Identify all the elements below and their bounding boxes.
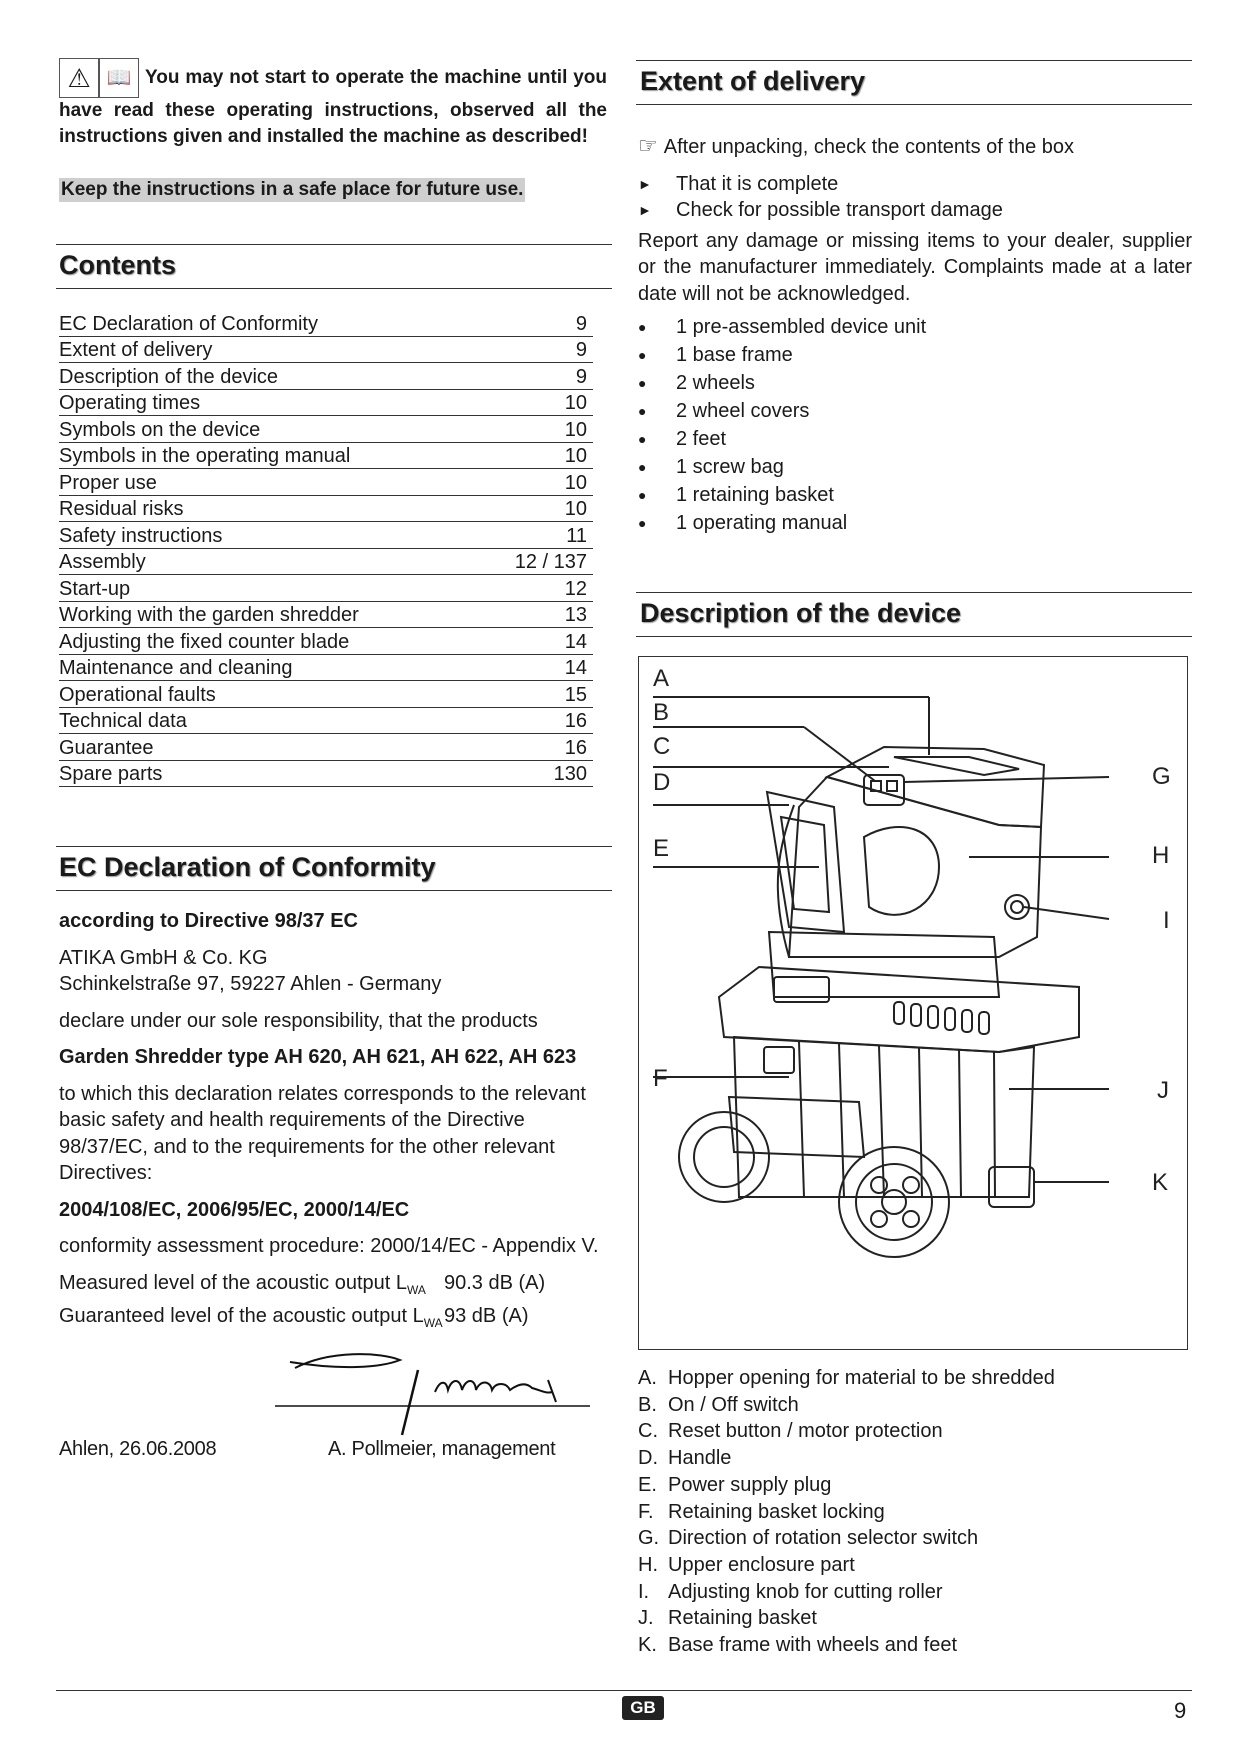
delivery-item-text: 2 feet	[676, 427, 727, 450]
ec-directive: according to Directive 98/37 EC	[59, 910, 359, 932]
toc-page: 12	[564, 577, 587, 600]
delivery-item	[638, 481, 1192, 509]
legend-row	[638, 1499, 1192, 1526]
device-bottom-rule	[636, 636, 1192, 637]
legend-key: A.	[638, 1367, 657, 1389]
fig-letter-d: D	[653, 769, 671, 796]
toc-row	[59, 337, 593, 364]
delivery-note: After unpacking, check the contents of the box	[663, 136, 1074, 158]
legend-row	[638, 1392, 1192, 1419]
pointing-hand-icon: ☞	[638, 133, 658, 158]
ec-products: Garden Shredder type AH 620, AH 621, AH 622, AH 623	[59, 1046, 577, 1068]
keep-instructions-note: Keep the instructions in a safe place for future use.	[61, 179, 524, 200]
toc-row	[59, 496, 593, 523]
delivery-item	[638, 509, 1192, 537]
legend-row	[638, 1632, 1192, 1659]
delivery-item-text: 1 operating manual	[676, 511, 848, 534]
bullet-icon: ●	[638, 402, 647, 419]
toc-page: 10	[564, 418, 587, 441]
legend-text: Power supply plug	[668, 1473, 832, 1496]
bullet-icon: ●	[638, 318, 647, 335]
delivery-title: Extent of delivery	[640, 66, 866, 96]
legend-text: Adjusting knob for cutting roller	[668, 1580, 943, 1603]
toc-label: Spare parts	[59, 763, 163, 785]
toc-row	[59, 363, 593, 390]
device-title: Description of the device	[640, 598, 962, 628]
ec-company: ATIKA GmbH & Co. KG	[59, 946, 268, 969]
place-date: Ahlen, 26.06.2008	[59, 1438, 217, 1460]
delivery-item-text: 1 base frame	[676, 343, 793, 366]
device-legend	[638, 1365, 1192, 1659]
ec-relates: to which this declaration relates corresponds to the relevant basic safety and health requirements of the Directive 98/37/EC, and to the requirements for the other relevant Directives:	[59, 1082, 586, 1184]
fig-letter-h: H	[1152, 842, 1170, 869]
legend-row	[638, 1525, 1192, 1552]
language-badge: GB	[622, 1696, 664, 1720]
fig-letter-f: F	[653, 1065, 668, 1092]
legend-key: D.	[638, 1447, 658, 1470]
arrow-bullet-icon: ►	[638, 202, 652, 218]
bullet-icon: ●	[638, 458, 647, 475]
toc-page: 9	[575, 365, 587, 388]
measured-level-sub: WA	[407, 1282, 426, 1297]
legend-text: Upper enclosure part	[668, 1553, 855, 1576]
toc-label: Extent of delivery	[59, 339, 213, 361]
toc-page: 14	[564, 630, 587, 653]
toc-label: Adjusting the fixed counter blade	[59, 630, 350, 653]
bullet-icon: ●	[638, 514, 647, 531]
delivery-top-rule	[636, 60, 1192, 61]
ec-directives: 2004/108/EC, 2006/95/EC, 2000/14/EC	[59, 1198, 410, 1221]
toc-label: Start-up	[59, 577, 131, 600]
toc-page: 10	[564, 445, 587, 467]
check-text: That it is complete	[676, 172, 839, 195]
toc-label: Working with the garden shredder	[59, 604, 359, 626]
delivery-item	[638, 369, 1192, 397]
toc-row	[59, 443, 593, 470]
fig-letter-i: I	[1163, 907, 1170, 934]
delivery-item-text: 1 pre-assembled device unit	[676, 315, 927, 338]
ec-procedure: conformity assessment procedure: 2000/14/EC - Appendix V.	[59, 1235, 599, 1257]
toc-label: Operational faults	[59, 683, 216, 706]
fig-letter-g: G	[1152, 763, 1171, 790]
legend-text: On / Off switch	[668, 1393, 799, 1416]
toc-row	[59, 310, 593, 337]
legend-key: I.	[638, 1580, 650, 1603]
fig-letter-j: J	[1157, 1077, 1169, 1104]
toc-label: Proper use	[59, 471, 157, 494]
measured-level-label: Measured level of the acoustic output L	[59, 1271, 407, 1294]
toc-page: 14	[564, 657, 587, 679]
legend-row	[638, 1365, 1192, 1392]
toc-page: 10	[564, 471, 587, 494]
legend-row	[638, 1552, 1192, 1579]
check-item	[638, 197, 1192, 224]
guaranteed-level-sub: WA	[423, 1316, 443, 1330]
delivery-item-text: 1 screw bag	[676, 455, 784, 478]
toc-page: 9	[575, 312, 587, 335]
delivery-item	[638, 313, 1192, 341]
shredder-illustration	[639, 657, 1186, 1348]
fig-letter-c: C	[653, 733, 671, 760]
legend-key: K.	[638, 1634, 657, 1657]
toc-page: 10	[564, 498, 587, 520]
toc-label: Residual risks	[59, 498, 184, 520]
toc-label: Maintenance and cleaning	[59, 657, 293, 679]
ec-title: EC Declaration of Conformity	[59, 852, 436, 882]
bullet-icon: ●	[638, 430, 647, 447]
delivery-note-row	[638, 133, 1192, 161]
legend-text: Retaining basket locking	[668, 1500, 885, 1523]
toc-label: Guarantee	[59, 736, 154, 759]
legend-text: Reset button / motor protection	[668, 1420, 943, 1443]
delivery-items	[638, 313, 1192, 537]
legend-text: Direction of rotation selector switch	[668, 1527, 979, 1550]
toc-label: Operating times	[59, 392, 201, 414]
guaranteed-level-label: Guaranteed level of the acoustic output L	[59, 1305, 424, 1327]
guaranteed-level-row	[59, 1303, 607, 1337]
legend-key: H.	[638, 1553, 658, 1576]
legend-key: J.	[638, 1607, 654, 1630]
measured-level-row	[59, 1270, 607, 1304]
ec-declare: declare under our sole responsibility, that the products	[59, 1009, 538, 1032]
toc-page: 12 / 137	[514, 551, 587, 573]
toc-label: Symbols in the operating manual	[59, 445, 351, 467]
legend-text: Base frame with wheels and feet	[668, 1634, 958, 1657]
toc-row	[59, 708, 593, 735]
toc-row	[59, 628, 593, 655]
legend-row	[638, 1579, 1192, 1606]
legend-key: B.	[638, 1393, 657, 1416]
legend-key: G.	[638, 1527, 660, 1550]
toc-label: Technical data	[59, 710, 187, 732]
fig-letter-e: E	[653, 835, 670, 862]
signature-image	[270, 1340, 620, 1440]
toc-page: 16	[564, 710, 587, 732]
legend-row	[638, 1605, 1192, 1632]
legend-row	[638, 1445, 1192, 1472]
fig-letter-b: B	[653, 699, 670, 726]
contents-bottom-rule	[56, 288, 612, 289]
contents-top-rule	[56, 244, 612, 245]
toc-page: 16	[564, 736, 587, 759]
toc-label: EC Declaration of Conformity	[59, 312, 318, 335]
toc-label: Safety instructions	[59, 524, 223, 547]
toc-page: 130	[553, 763, 587, 785]
toc-row	[59, 575, 593, 602]
warning-text: You may not start to operate the machine until you have read these operating instructions, observed all the instructions given and installed the machine as described!	[59, 67, 607, 147]
toc-row	[59, 469, 593, 496]
delivery-item-text: 2 wheel covers	[676, 399, 810, 422]
toc-page: 11	[566, 524, 587, 547]
toc-page: 9	[575, 339, 587, 361]
warning-icons	[59, 58, 139, 98]
toc-page: 15	[564, 683, 587, 706]
ec-address: Schinkelstraße 97, 59227 Ahlen - Germany	[59, 973, 442, 995]
contents-title: Contents	[59, 250, 176, 280]
delivery-item	[638, 425, 1192, 453]
device-figure	[638, 656, 1188, 1350]
warning-notice	[59, 58, 607, 150]
toc-page: 10	[564, 392, 587, 414]
table-of-contents	[59, 310, 593, 787]
delivery-item	[638, 453, 1192, 481]
legend-row	[638, 1472, 1192, 1499]
fig-letter-a: A	[653, 665, 670, 692]
toc-row	[59, 602, 593, 629]
delivery-item-text: 1 retaining basket	[676, 483, 834, 506]
toc-row	[59, 761, 593, 788]
measured-level-label-wrap	[59, 1270, 444, 1304]
ec-company-block	[59, 945, 607, 998]
ec-bottom-rule	[56, 890, 612, 891]
delivery-body	[638, 133, 1192, 537]
ec-top-rule	[56, 846, 612, 847]
delivery-item	[638, 341, 1192, 369]
guaranteed-level-value: 93 dB (A)	[444, 1305, 529, 1327]
legend-text: Hopper opening for material to be shredded	[668, 1367, 1055, 1389]
device-top-rule	[636, 592, 1192, 593]
toc-page: 13	[564, 604, 587, 626]
delivery-bottom-rule	[636, 104, 1192, 105]
legend-text: Retaining basket	[668, 1607, 817, 1630]
manual-book-icon: 📖	[99, 58, 139, 98]
ec-declaration-body	[59, 908, 607, 1337]
legend-key: F.	[638, 1500, 654, 1523]
toc-row	[59, 522, 593, 549]
toc-row	[59, 390, 593, 417]
delivery-report: Report any damage or missing items to your dealer, supplier or the manufacturer immediately. Complaints made at a later date will not be acknowledged.	[638, 229, 1192, 305]
toc-label: Assembly	[59, 551, 146, 573]
toc-row	[59, 734, 593, 761]
toc-row	[59, 416, 593, 443]
delivery-item	[638, 397, 1192, 425]
legend-text: Handle	[668, 1447, 732, 1470]
toc-row	[59, 681, 593, 708]
guaranteed-level-label-wrap	[59, 1303, 444, 1337]
footer-rule	[56, 1690, 1192, 1691]
toc-label: Symbols on the device	[59, 418, 261, 441]
arrow-bullet-icon: ►	[638, 175, 652, 192]
bullet-icon: ●	[638, 374, 647, 391]
delivery-item-text: 2 wheels	[676, 371, 755, 394]
legend-key: C.	[638, 1420, 658, 1443]
warning-triangle-icon: ⚠	[59, 58, 99, 98]
bullet-icon: ●	[638, 346, 647, 363]
signatory: A. Pollmeier, management	[328, 1438, 556, 1460]
fig-letter-k: K	[1152, 1169, 1169, 1196]
legend-row	[638, 1418, 1192, 1445]
toc-row	[59, 655, 593, 682]
delivery-checks	[638, 171, 1192, 224]
check-item	[638, 171, 1192, 198]
toc-row	[59, 549, 593, 576]
bullet-icon: ●	[638, 486, 647, 503]
page-number: 9	[1174, 1698, 1187, 1723]
legend-key: E.	[638, 1473, 657, 1496]
measured-level-value: 90.3 dB (A)	[444, 1271, 546, 1294]
check-text: Check for possible transport damage	[676, 199, 1003, 221]
toc-label: Description of the device	[59, 365, 279, 388]
